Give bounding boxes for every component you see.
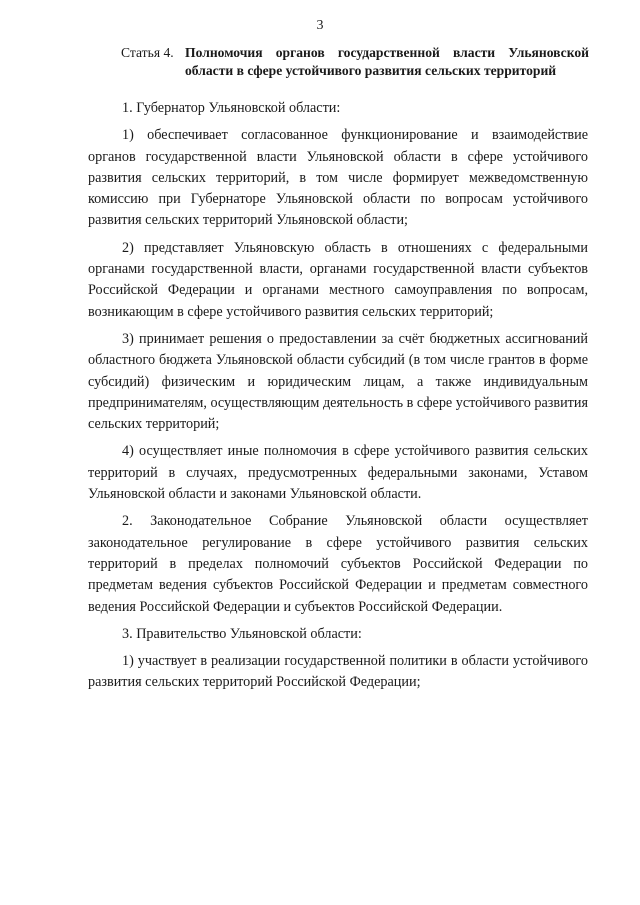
page-number: 3 [316, 18, 324, 33]
article-label: Статья 4. [121, 45, 174, 60]
paragraph-5: 4) осуществляет иные полномочия в сфере устойчивого развития сельских территорий в случаях, предусмотренных федеральными законами, Уставом Ульяновской области и законами Ульяновской области. [88, 443, 588, 503]
paragraph-4: 3) принимает решения о предоставлении за счёт бюджетных ассигнований областного бюджета Ульяновской области субсидий (в том числе грантов в форме субсидий) физическим и юридическим лицам, а также индивидуальным предпринимателям, осуществляющим деятельность в сфере устойчивого развития сельских территорий; [88, 330, 588, 433]
paragraph-6: 2. Законодательное Собрание Ульяновской области осуществляет законодательное регулирование в сфере устойчивого развития сельских территорий в пределах полномочий субъектов Российской Федерации по предметам ведения субъектов Российской Федерации и предметам совместного ведения Российской Федерации и субъектов Российской Федерации. [88, 513, 588, 615]
paragraph-3: 2) представляет Ульяновскую область в отношениях с федеральными органами государственной власти, органами государственной власти субъектов Российской Федерации и органами местного самоуправления по вопросам, возникающим в сфере устойчивого развития сельских территорий; [88, 239, 588, 320]
paragraph-7: 3. Правительство Ульяновской области: [122, 625, 362, 642]
article-body [88, 98, 588, 694]
paragraph-2: 1) обеспечивает согласованное функционирование и взаимодействие органов государственной власти Ульяновской области в сфере устойчивого развития сельских территорий, в том числе формирует межведомственную комиссию при Губернаторе Ульяновской области по вопросам устойчивого развития сельских территорий Ульяновской области; [88, 127, 588, 229]
article-title: Полномочия органов государственной власти Ульяновской области в сфере устойчивого развития сельских территорий [185, 45, 589, 78]
paragraph-1: 1. Губернатор Ульяновской области: [122, 100, 341, 116]
paragraph-8: 1) участвует в реализации государственной политики в области устойчивого развития сельских территорий Российской Федерации; [88, 653, 588, 691]
